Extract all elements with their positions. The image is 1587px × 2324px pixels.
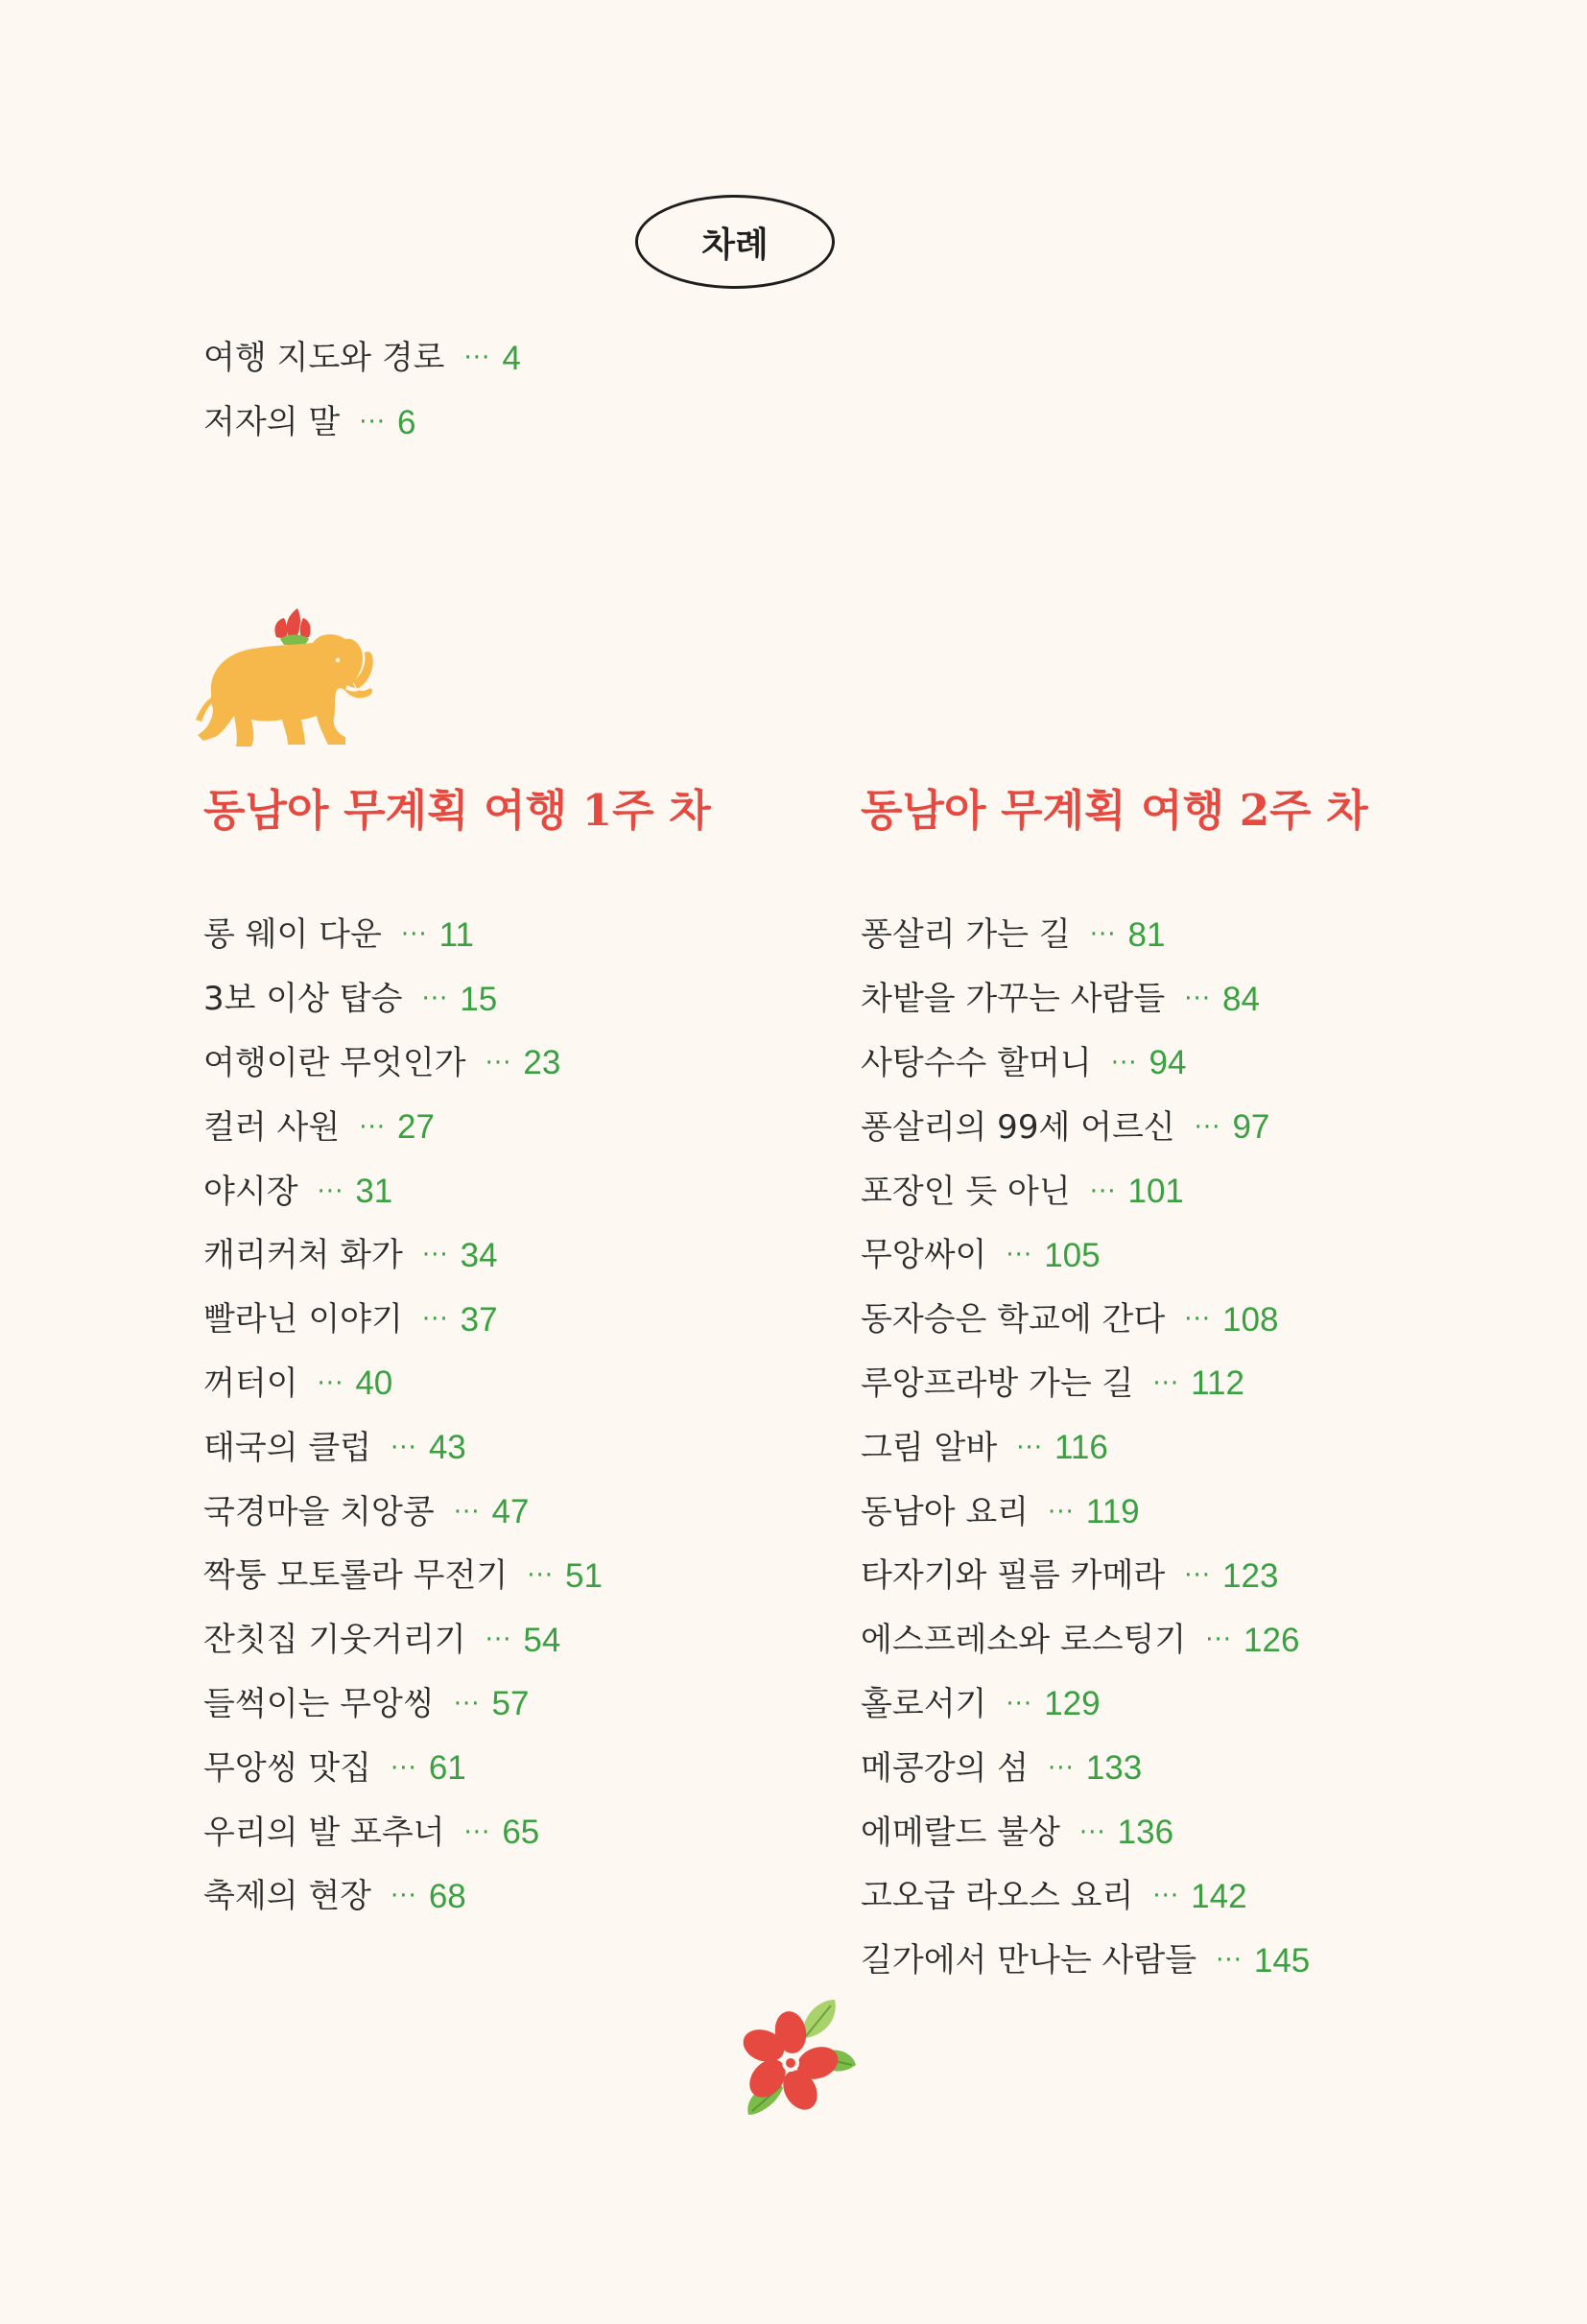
toc-leader-dots: ···	[1048, 1753, 1075, 1783]
flower-icon	[735, 1996, 858, 2128]
toc-leader-dots: ···	[391, 1882, 417, 1911]
toc-page-number: 15	[460, 980, 498, 1018]
toc-leader-dots: ···	[463, 344, 491, 373]
toc-entry-title: 야시장	[203, 1172, 298, 1211]
toc-entry-title: 길가에서 만나는 사람들	[861, 1941, 1197, 1980]
toc-entry[interactable]	[203, 1480, 603, 1544]
toc-page-number: 57	[491, 1685, 530, 1723]
toc-leader-dots: ···	[1089, 920, 1117, 950]
lotus-crown	[274, 608, 310, 645]
toc-page-number: 119	[1085, 1493, 1140, 1531]
toc-entry[interactable]	[861, 1032, 1310, 1096]
intro-list	[203, 326, 521, 455]
toc-entry-title: 루앙프라방 가는 길	[861, 1364, 1134, 1403]
toc-leader-dots: ···	[317, 1176, 344, 1206]
toc-entry-title: 홀로서기	[861, 1684, 987, 1723]
toc-entry-title: 에스프레소와 로스팅기	[861, 1621, 1187, 1660]
toc-entry[interactable]	[203, 903, 603, 967]
toc-page-number: 47	[491, 1493, 530, 1531]
toc-entry[interactable]	[203, 1415, 603, 1480]
toc-leader-dots: ···	[1216, 1946, 1243, 1976]
toc-entry[interactable]	[203, 1159, 603, 1223]
toc-entry[interactable]	[203, 1352, 603, 1416]
toc-entry[interactable]	[861, 1608, 1310, 1672]
toc-leader-dots: ···	[1006, 1241, 1033, 1270]
toc-entry-title: 무앙씽 맛집	[203, 1748, 372, 1788]
toc-entry-title: 퐁살리 가는 길	[861, 915, 1071, 955]
toc-leader-dots: ···	[527, 1561, 555, 1591]
toc-entry-title: 짝퉁 모토롤라 무전기	[203, 1556, 509, 1596]
toc-page-number: 61	[428, 1749, 466, 1788]
toc-page-number: 129	[1044, 1685, 1101, 1723]
section-heading-week1: 동남아 무계획 여행 1주 차	[203, 785, 711, 836]
toc-page-number: 65	[502, 1814, 540, 1852]
toc-leader-dots: ···	[1205, 1625, 1233, 1655]
toc-entry[interactable]	[861, 1864, 1310, 1929]
toc-entry[interactable]	[861, 1672, 1310, 1737]
toc-entry[interactable]	[861, 1929, 1310, 1993]
toc-entry-title: 타자기와 필름 카메라	[861, 1556, 1166, 1596]
toc-leader-dots: ···	[1184, 1305, 1212, 1335]
toc-page-number: 23	[523, 1044, 561, 1082]
toc-entry-title: 저자의 말	[203, 403, 341, 442]
toc-page-number: 34	[460, 1236, 498, 1274]
toc-entry[interactable]	[861, 1480, 1310, 1544]
toc-page-number: 27	[396, 1108, 435, 1147]
toc-entry[interactable]	[861, 1352, 1310, 1416]
toc-list-week2	[861, 903, 1310, 1993]
toc-page-number: 51	[565, 1556, 603, 1595]
toc-page-number: 4	[502, 339, 521, 377]
toc-entry-title: 들썩이는 무앙씽	[203, 1684, 435, 1723]
toc-page-number: 6	[396, 403, 416, 441]
toc-entry[interactable]	[861, 1288, 1310, 1352]
toc-page-number: 112	[1191, 1364, 1244, 1403]
toc-entry[interactable]	[861, 967, 1310, 1032]
toc-entry-title: 사탕수수 할머니	[861, 1043, 1092, 1082]
toc-entry-title: 국경마을 치앙콩	[203, 1492, 435, 1531]
section-heading-week2: 동남아 무계획 여행 2주 차	[861, 785, 1368, 836]
toc-entry[interactable]	[203, 1223, 603, 1288]
toc-page-number: 126	[1244, 1621, 1300, 1659]
toc-entry[interactable]	[203, 1032, 603, 1096]
toc-entry-title: 차밭을 가꾸는 사람들	[861, 980, 1166, 1019]
toc-page-number: 54	[523, 1621, 561, 1659]
toc-entry-title: 동자승은 학교에 간다	[861, 1300, 1166, 1340]
toc-leader-dots: ···	[421, 1305, 449, 1335]
toc-leader-dots: ···	[1089, 1176, 1117, 1206]
toc-entry-title: 무앙싸이	[861, 1236, 987, 1275]
toc-entry[interactable]	[203, 1672, 603, 1737]
toc-entry-title: 빨라닌 이야기	[203, 1300, 403, 1340]
toc-list-week1	[203, 903, 603, 1929]
toc-entry-title: 여행 지도와 경로	[203, 339, 445, 378]
toc-page-number: 81	[1127, 915, 1166, 954]
toc-entry-title: 에메랄드 불상	[861, 1813, 1060, 1852]
toc-entry-title: 캐리커처 화가	[203, 1236, 403, 1275]
toc-entry[interactable]	[203, 1288, 603, 1352]
toc-leader-dots: ···	[359, 408, 386, 438]
toc-leader-dots: ···	[1184, 1561, 1212, 1591]
page-title: 차례	[635, 195, 835, 289]
toc-leader-dots: ···	[485, 1048, 512, 1078]
toc-page-number: 123	[1222, 1556, 1279, 1595]
toc-entry[interactable]	[861, 1544, 1310, 1608]
toc-entry[interactable]	[203, 1864, 603, 1929]
toc-entry-title: 잔칫집 기웃거리기	[203, 1621, 466, 1660]
toc-entry-title: 태국의 클럽	[203, 1428, 372, 1467]
toc-leader-dots: ···	[391, 1433, 417, 1462]
toc-entry[interactable]	[861, 1095, 1310, 1159]
toc-page-number: 11	[438, 915, 474, 954]
toc-leader-dots: ···	[1016, 1433, 1043, 1462]
toc-entry-title: 축제의 현장	[203, 1877, 372, 1916]
toc-leader-dots: ···	[1078, 1817, 1106, 1847]
toc-page-number: 116	[1054, 1429, 1108, 1467]
toc-leader-dots: ···	[453, 1497, 481, 1527]
toc-entry[interactable]	[861, 1159, 1310, 1223]
toc-leader-dots: ···	[463, 1817, 491, 1847]
toc-page-number: 108	[1222, 1300, 1279, 1339]
toc-leader-dots: ···	[1006, 1689, 1033, 1719]
toc-page-number: 40	[355, 1364, 393, 1403]
toc-page-number: 94	[1149, 1044, 1187, 1082]
toc-page-number: 68	[428, 1877, 466, 1915]
toc-entry-title: 그림 알바	[861, 1428, 998, 1467]
toc-leader-dots: ···	[1152, 1882, 1180, 1911]
toc-entry[interactable]	[203, 1095, 603, 1159]
elephant-icon	[184, 605, 376, 763]
toc-entry-title: 동남아 요리	[861, 1492, 1030, 1531]
toc-entry-title: 여행이란 무엇인가	[203, 1043, 466, 1082]
toc-entry[interactable]	[861, 1736, 1310, 1800]
toc-entry[interactable]	[861, 1223, 1310, 1288]
toc-entry-title: 포장인 듯 아닌	[861, 1172, 1071, 1211]
toc-entry-title: 메콩강의 섬	[861, 1748, 1030, 1788]
toc-page-number: 142	[1191, 1877, 1247, 1915]
toc-entry-title: 우리의 발 포추너	[203, 1813, 445, 1852]
toc-page-number: 37	[460, 1300, 498, 1339]
toc-page-number: 133	[1085, 1749, 1143, 1788]
toc-entry-title: 컬러 사원	[203, 1107, 341, 1147]
toc-leader-dots: ···	[421, 984, 449, 1014]
toc-entry[interactable]	[203, 1736, 603, 1800]
toc-leader-dots: ···	[1194, 1112, 1221, 1142]
toc-page-number: 97	[1232, 1108, 1270, 1147]
toc-entry[interactable]	[861, 1415, 1310, 1480]
toc-leader-dots: ···	[391, 1753, 417, 1783]
toc-page-number: 101	[1127, 1173, 1184, 1211]
toc-leader-dots: ···	[1048, 1497, 1075, 1527]
toc-entry[interactable]	[861, 903, 1310, 967]
toc-leader-dots: ···	[485, 1625, 512, 1655]
toc-leader-dots: ···	[1184, 984, 1212, 1014]
toc-entry-title: 퐁살리의 99세 어르신	[861, 1107, 1175, 1147]
toc-entry[interactable]	[203, 1608, 603, 1672]
toc-entry-title: 롱 웨이 다운	[203, 915, 382, 955]
toc-leader-dots: ···	[317, 1368, 344, 1398]
toc-entry-title: 3보 이상 탑승	[203, 980, 403, 1019]
toc-leader-dots: ···	[421, 1241, 449, 1270]
toc-leader-dots: ···	[453, 1689, 481, 1719]
toc-entry[interactable]	[203, 967, 603, 1032]
toc-entry[interactable]	[203, 326, 521, 391]
toc-entry-title: 고오급 라오스 요리	[861, 1877, 1134, 1916]
toc-entry-title: 꺼터이	[203, 1364, 298, 1403]
toc-leader-dots: ···	[1152, 1368, 1180, 1398]
toc-page-number: 136	[1117, 1814, 1174, 1852]
toc-entry[interactable]	[203, 1800, 603, 1864]
toc-entry[interactable]	[861, 1800, 1310, 1864]
toc-page-number: 145	[1253, 1941, 1311, 1980]
toc-leader-dots: ···	[1110, 1048, 1138, 1078]
toc-entry[interactable]	[203, 391, 521, 455]
toc-page-number: 31	[355, 1173, 393, 1211]
toc-page-number: 105	[1044, 1236, 1101, 1274]
toc-leader-dots: ···	[359, 1112, 386, 1142]
toc-page-number: 43	[428, 1429, 466, 1467]
toc-entry[interactable]	[203, 1544, 603, 1608]
toc-leader-dots: ···	[400, 920, 428, 950]
toc-page-number: 84	[1222, 980, 1260, 1018]
